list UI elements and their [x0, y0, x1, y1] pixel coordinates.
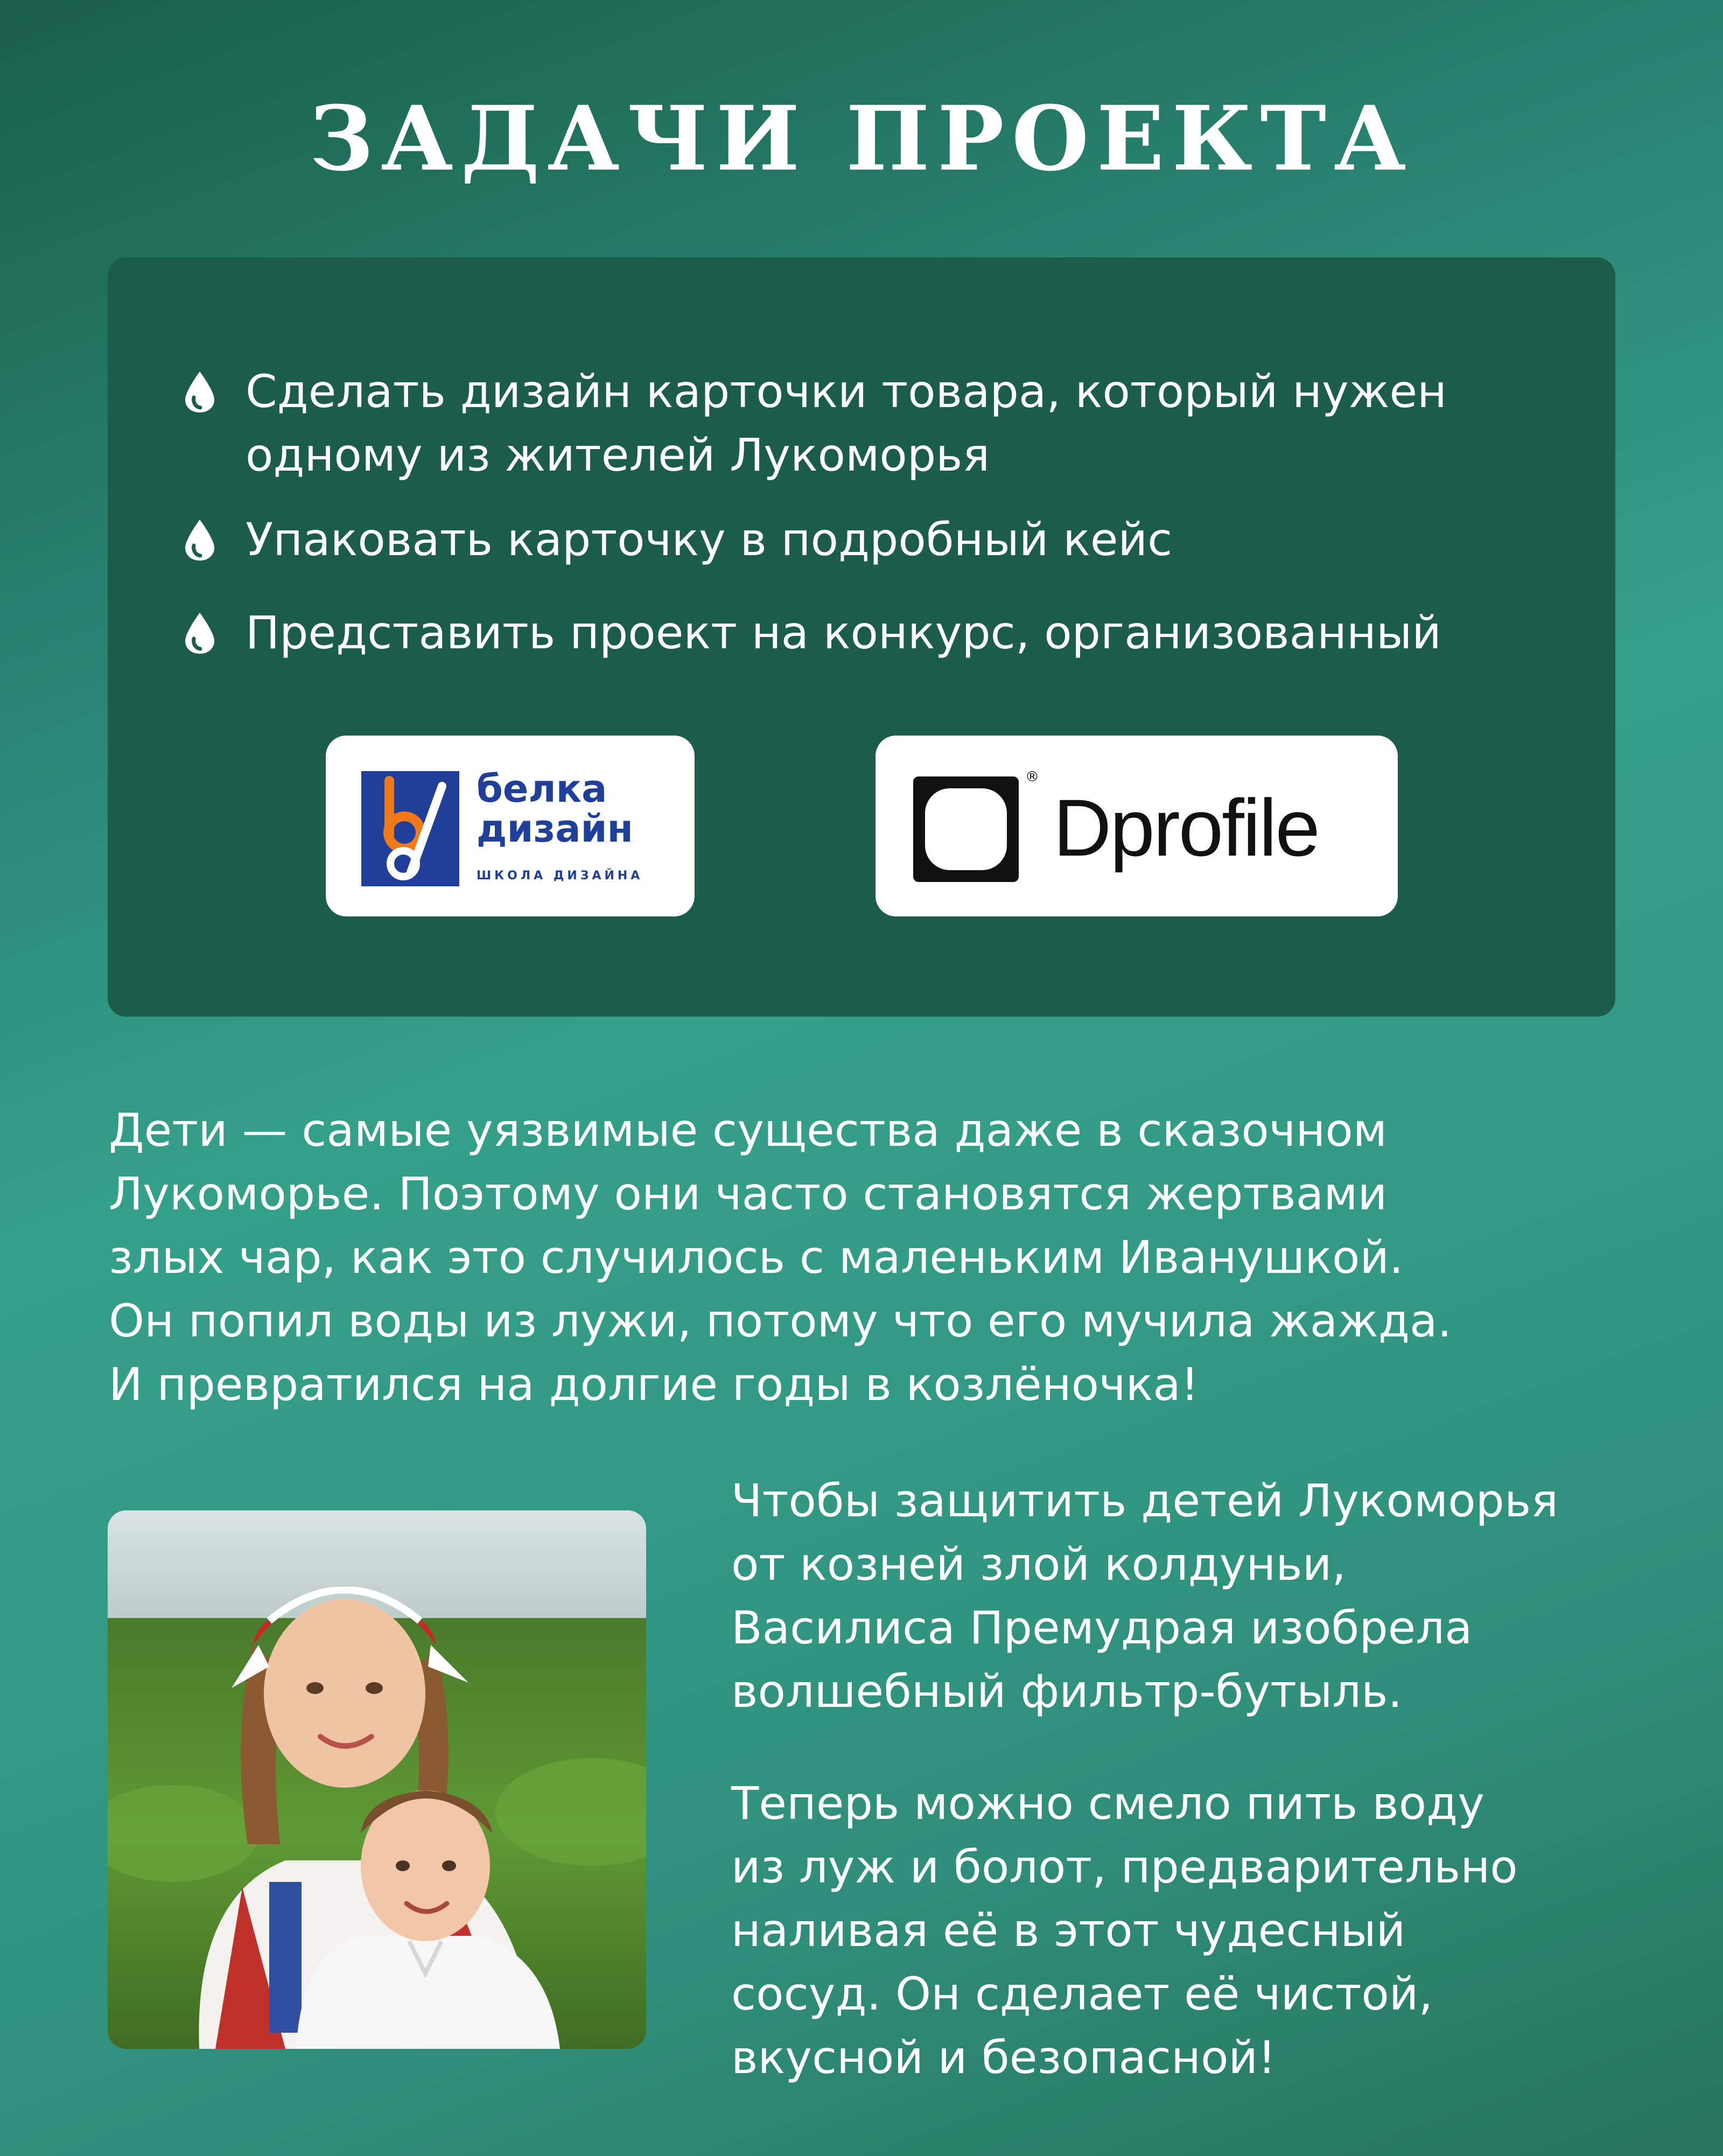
task-text: Упаковать карточку в подробный кейс	[246, 513, 1173, 566]
dprofile-logo-name: Dprofile	[1053, 782, 1319, 873]
dprofile-registered-mark: ®	[1025, 769, 1039, 785]
water-drop-icon	[183, 519, 216, 562]
girl-and-boy-in-folk-costume-image	[108, 1510, 646, 2049]
dprofile-logo	[875, 736, 1398, 916]
task-text: Представить проект на конкурс, организованный	[246, 606, 1441, 659]
belka-logo-name: белка дизайн	[477, 767, 633, 851]
task-text: Сделать дизайн карточки товара, который нужен одному из жителей Лукоморья	[246, 365, 1447, 481]
belka-logo-subtitle: ШКОЛА ДИЗАЙНА	[477, 869, 643, 883]
story-paragraph: Дети — самые уязвимые существа даже в сказочном Лукоморье. Поэтому они часто становятся жертвами злых чар, как это случилось с маленьким Иванушкой. Он попил воды из лужи, потому что его мучила жажда. И превратился на долгие годы в козлёночка!	[109, 1104, 1452, 1411]
dprofile-logo-mark	[911, 774, 1021, 884]
page-title: ЗАДАЧИ ПРОЕКТА	[309, 86, 1414, 191]
side-paragraph: Чтобы защитить детей Лукоморья от козней злой колдуньи, Василиса Премудрая изобрела волшебный фильтр-бутыль.	[731, 1474, 1559, 1718]
project-tasks-card	[108, 257, 1615, 1017]
belka-logo-mark	[361, 771, 459, 886]
water-drop-icon	[183, 370, 216, 414]
side-paragraph: Теперь можно смело пить воду из луж и болот, предварительно наливая её в этот чудесный сосуд. Он сделает её чистой, вкусной и безопасной!	[731, 1777, 1518, 2084]
belka-design-logo	[326, 736, 695, 916]
water-drop-icon	[183, 612, 216, 655]
children-photo	[108, 1510, 646, 2049]
